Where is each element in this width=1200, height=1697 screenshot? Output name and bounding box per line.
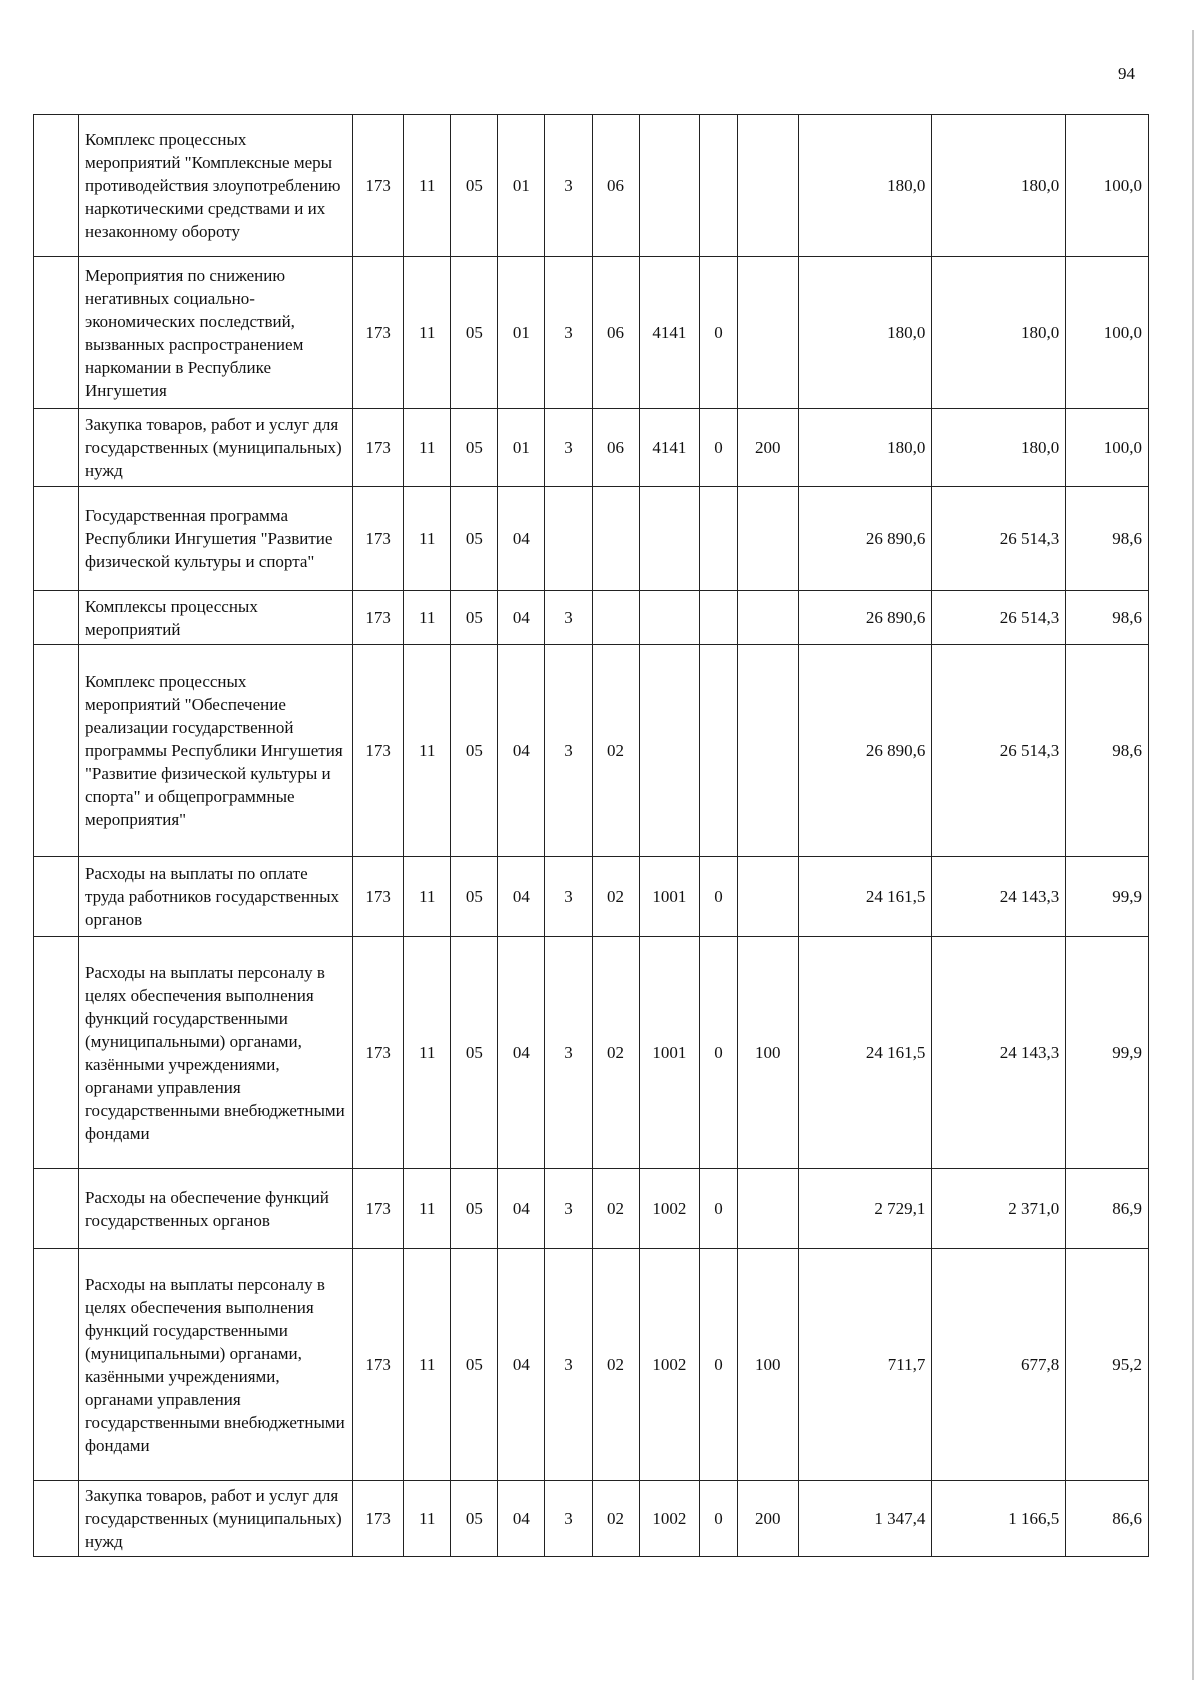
code-cell: 173 <box>353 487 404 591</box>
row-name-cell: Расходы на выплаты по оплате труда работников государственных органов <box>78 857 352 937</box>
percent-cell: 100,0 <box>1066 257 1149 409</box>
plan-amount-cell: 26 890,6 <box>798 645 932 857</box>
row-blank-cell <box>34 115 79 257</box>
code-cell <box>737 115 798 257</box>
code-cell: 05 <box>451 487 498 591</box>
code-cell <box>545 487 592 591</box>
code-cell: 05 <box>451 257 498 409</box>
code-cell: 1002 <box>639 1169 700 1249</box>
code-cell: 04 <box>498 591 545 645</box>
budget-table <box>33 114 1149 1557</box>
code-cell: 1002 <box>639 1249 700 1481</box>
row-name-cell: Закупка товаров, работ и услуг для государственных (муниципальных) нужд <box>78 409 352 487</box>
code-cell <box>700 591 738 645</box>
actual-amount-cell: 180,0 <box>932 257 1066 409</box>
code-cell: 200 <box>737 409 798 487</box>
table-row <box>34 487 1149 591</box>
actual-amount-cell: 1 166,5 <box>932 1481 1066 1557</box>
code-cell: 0 <box>700 857 738 937</box>
code-cell: 04 <box>498 937 545 1169</box>
table-row <box>34 937 1149 1169</box>
percent-cell: 100,0 <box>1066 409 1149 487</box>
code-cell: 04 <box>498 1169 545 1249</box>
table-row <box>34 645 1149 857</box>
code-cell: 0 <box>700 257 738 409</box>
row-name-cell: Закупка товаров, работ и услуг для государственных (муниципальных) нужд <box>78 1481 352 1557</box>
code-cell: 04 <box>498 487 545 591</box>
code-cell: 02 <box>592 1249 639 1481</box>
table-row <box>34 409 1149 487</box>
row-name-cell: Комплекс процессных мероприятий "Обеспечение реализации государственной программы Республики Ингушетия "Развитие физической культуры и спорта" и общепрограммные мероприятия" <box>78 645 352 857</box>
code-cell: 3 <box>545 1481 592 1557</box>
code-cell: 173 <box>353 257 404 409</box>
code-cell: 06 <box>592 115 639 257</box>
row-blank-cell <box>34 937 79 1169</box>
page-number: 94 <box>1118 64 1135 83</box>
code-cell: 3 <box>545 115 592 257</box>
plan-amount-cell: 180,0 <box>798 115 932 257</box>
code-cell: 173 <box>353 1249 404 1481</box>
table-row <box>34 257 1149 409</box>
row-blank-cell <box>34 645 79 857</box>
actual-amount-cell: 2 371,0 <box>932 1169 1066 1249</box>
code-cell <box>737 487 798 591</box>
row-name-cell: Мероприятия по снижению негативных социально-экономических последствий, вызванных распространением наркомании в Республике Ингушетия <box>78 257 352 409</box>
code-cell: 11 <box>404 409 451 487</box>
plan-amount-cell: 711,7 <box>798 1249 932 1481</box>
code-cell: 3 <box>545 409 592 487</box>
code-cell: 05 <box>451 409 498 487</box>
row-blank-cell <box>34 409 79 487</box>
code-cell: 3 <box>545 645 592 857</box>
percent-cell: 100,0 <box>1066 115 1149 257</box>
code-cell <box>737 645 798 857</box>
code-cell: 200 <box>737 1481 798 1557</box>
code-cell: 04 <box>498 645 545 857</box>
code-cell: 0 <box>700 409 738 487</box>
plan-amount-cell: 26 890,6 <box>798 591 932 645</box>
code-cell: 0 <box>700 937 738 1169</box>
code-cell <box>639 645 700 857</box>
code-cell: 05 <box>451 1169 498 1249</box>
table-row <box>34 1481 1149 1557</box>
row-blank-cell <box>34 1481 79 1557</box>
row-blank-cell <box>34 591 79 645</box>
code-cell: 3 <box>545 1249 592 1481</box>
code-cell: 0 <box>700 1249 738 1481</box>
code-cell <box>700 487 738 591</box>
percent-cell: 95,2 <box>1066 1249 1149 1481</box>
table-row <box>34 591 1149 645</box>
row-blank-cell <box>34 487 79 591</box>
percent-cell: 86,6 <box>1066 1481 1149 1557</box>
code-cell: 173 <box>353 409 404 487</box>
code-cell: 11 <box>404 937 451 1169</box>
code-cell <box>639 591 700 645</box>
code-cell: 4141 <box>639 257 700 409</box>
code-cell: 3 <box>545 257 592 409</box>
code-cell: 11 <box>404 1169 451 1249</box>
code-cell: 01 <box>498 257 545 409</box>
plan-amount-cell: 24 161,5 <box>798 937 932 1169</box>
plan-amount-cell: 26 890,6 <box>798 487 932 591</box>
code-cell: 3 <box>545 937 592 1169</box>
actual-amount-cell: 26 514,3 <box>932 645 1066 857</box>
code-cell: 11 <box>404 645 451 857</box>
code-cell: 1002 <box>639 1481 700 1557</box>
code-cell: 05 <box>451 857 498 937</box>
code-cell: 3 <box>545 857 592 937</box>
code-cell <box>639 487 700 591</box>
code-cell <box>737 857 798 937</box>
code-cell: 3 <box>545 591 592 645</box>
actual-amount-cell: 24 143,3 <box>932 937 1066 1169</box>
code-cell: 04 <box>498 1249 545 1481</box>
actual-amount-cell: 180,0 <box>932 115 1066 257</box>
code-cell: 11 <box>404 487 451 591</box>
code-cell: 04 <box>498 857 545 937</box>
code-cell: 02 <box>592 937 639 1169</box>
plan-amount-cell: 1 347,4 <box>798 1481 932 1557</box>
code-cell: 173 <box>353 937 404 1169</box>
code-cell: 173 <box>353 645 404 857</box>
code-cell: 0 <box>700 1481 738 1557</box>
code-cell <box>737 1169 798 1249</box>
code-cell: 04 <box>498 1481 545 1557</box>
code-cell <box>737 257 798 409</box>
code-cell: 02 <box>592 1481 639 1557</box>
code-cell: 11 <box>404 591 451 645</box>
code-cell <box>700 645 738 857</box>
table-row <box>34 857 1149 937</box>
table-row <box>34 115 1149 257</box>
code-cell: 173 <box>353 1169 404 1249</box>
code-cell: 02 <box>592 1169 639 1249</box>
code-cell: 02 <box>592 645 639 857</box>
code-cell: 05 <box>451 1249 498 1481</box>
code-cell: 06 <box>592 257 639 409</box>
table-row <box>34 1249 1149 1481</box>
row-name-cell: Государственная программа Республики Ингушетия "Развитие физической культуры и спорта" <box>78 487 352 591</box>
code-cell: 05 <box>451 645 498 857</box>
code-cell: 173 <box>353 591 404 645</box>
actual-amount-cell: 26 514,3 <box>932 487 1066 591</box>
code-cell <box>592 591 639 645</box>
code-cell: 05 <box>451 591 498 645</box>
code-cell: 11 <box>404 1481 451 1557</box>
code-cell: 05 <box>451 1481 498 1557</box>
plan-amount-cell: 24 161,5 <box>798 857 932 937</box>
code-cell: 11 <box>404 857 451 937</box>
code-cell: 1001 <box>639 937 700 1169</box>
plan-amount-cell: 180,0 <box>798 257 932 409</box>
code-cell: 02 <box>592 857 639 937</box>
code-cell: 11 <box>404 1249 451 1481</box>
row-name-cell: Расходы на обеспечение функций государственных органов <box>78 1169 352 1249</box>
code-cell: 100 <box>737 937 798 1169</box>
code-cell: 01 <box>498 115 545 257</box>
actual-amount-cell: 180,0 <box>932 409 1066 487</box>
row-blank-cell <box>34 857 79 937</box>
actual-amount-cell: 24 143,3 <box>932 857 1066 937</box>
code-cell: 11 <box>404 257 451 409</box>
row-name-cell: Расходы на выплаты персоналу в целях обеспечения выполнения функций государственными (муниципальными) органами, казёнными учреждениями, органами управления государственными внебюджетными фондами <box>78 937 352 1169</box>
row-name-cell: Комплекс процессных мероприятий "Комплексные меры противодействия злоупотреблению наркотическими средствами и их незаконному обороту <box>78 115 352 257</box>
row-blank-cell <box>34 1169 79 1249</box>
code-cell: 11 <box>404 115 451 257</box>
code-cell: 05 <box>451 115 498 257</box>
code-cell: 173 <box>353 115 404 257</box>
actual-amount-cell: 677,8 <box>932 1249 1066 1481</box>
row-name-cell: Расходы на выплаты персоналу в целях обеспечения выполнения функций государственными (муниципальными) органами, казёнными учреждениями, органами управления государственными внебюджетными фондами <box>78 1249 352 1481</box>
code-cell <box>639 115 700 257</box>
row-name-cell: Комплексы процессных мероприятий <box>78 591 352 645</box>
percent-cell: 99,9 <box>1066 937 1149 1169</box>
code-cell: 173 <box>353 1481 404 1557</box>
percent-cell: 99,9 <box>1066 857 1149 937</box>
code-cell: 3 <box>545 1169 592 1249</box>
page-edge-line <box>1192 30 1194 1680</box>
row-blank-cell <box>34 257 79 409</box>
table-row <box>34 1169 1149 1249</box>
actual-amount-cell: 26 514,3 <box>932 591 1066 645</box>
code-cell <box>700 115 738 257</box>
percent-cell: 98,6 <box>1066 487 1149 591</box>
plan-amount-cell: 2 729,1 <box>798 1169 932 1249</box>
code-cell: 1001 <box>639 857 700 937</box>
code-cell: 100 <box>737 1249 798 1481</box>
percent-cell: 98,6 <box>1066 645 1149 857</box>
code-cell: 0 <box>700 1169 738 1249</box>
code-cell: 06 <box>592 409 639 487</box>
percent-cell: 86,9 <box>1066 1169 1149 1249</box>
code-cell: 4141 <box>639 409 700 487</box>
row-blank-cell <box>34 1249 79 1481</box>
code-cell <box>737 591 798 645</box>
code-cell <box>592 487 639 591</box>
code-cell: 01 <box>498 409 545 487</box>
percent-cell: 98,6 <box>1066 591 1149 645</box>
code-cell: 173 <box>353 857 404 937</box>
plan-amount-cell: 180,0 <box>798 409 932 487</box>
code-cell: 05 <box>451 937 498 1169</box>
